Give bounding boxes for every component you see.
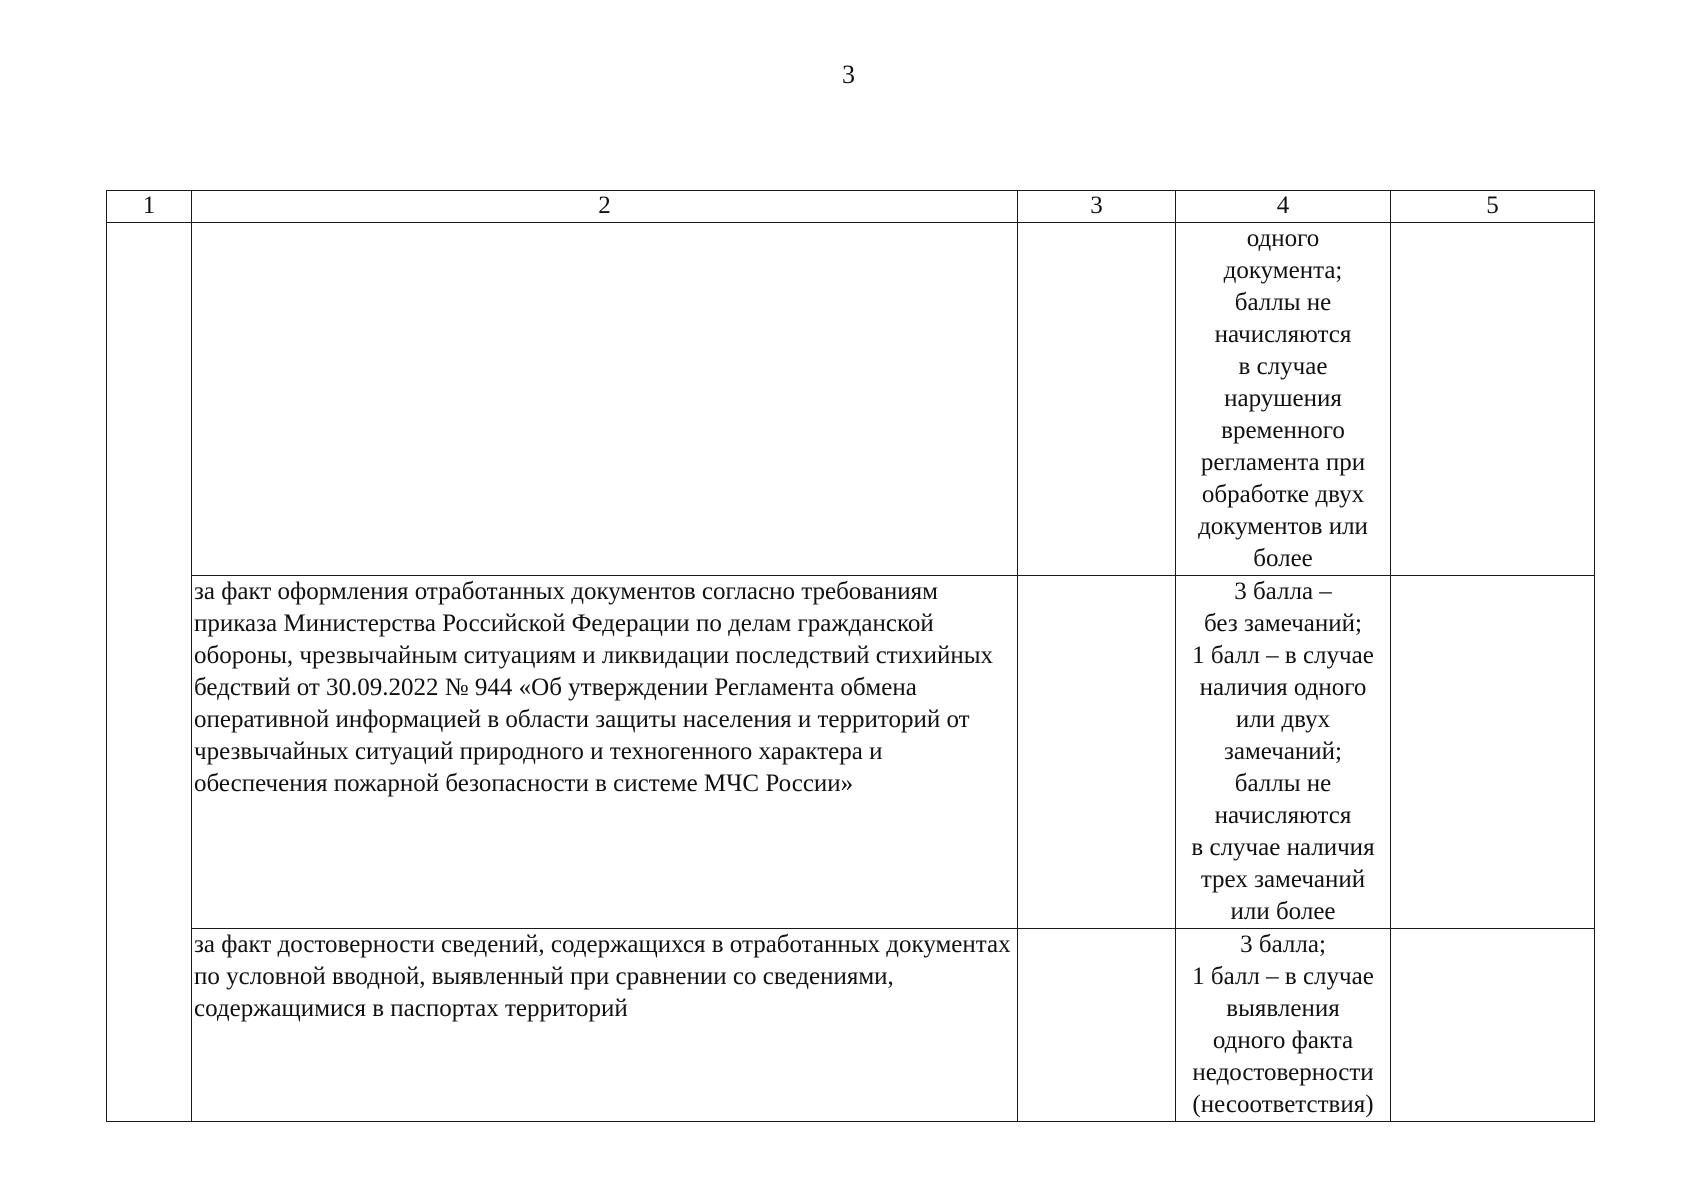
page-number: 3 xyxy=(842,60,855,89)
criterion-cell: за факт достоверности сведений, содержащихся в отработанных документах по условной вводной, выявленный при сравнении со сведениями, содержащимися в паспортах территорий xyxy=(192,929,1018,1122)
table-header-row xyxy=(107,191,1595,223)
header-cell-2: 2 xyxy=(192,191,1018,223)
header-cell-5: 5 xyxy=(1391,191,1595,223)
table-row xyxy=(107,576,1595,929)
column-5-cell xyxy=(1391,223,1595,576)
column-3-cell xyxy=(1018,929,1176,1122)
header-cell-4: 4 xyxy=(1176,191,1391,223)
score-cell: одного документа; баллы не начисляются в случае нарушения временного регламента при обработке двух документов или более xyxy=(1176,223,1391,576)
score-cell: 3 балла – без замечаний; 1 балл – в случае наличия одного или двух замечаний; баллы не начисляются в случае наличия трех замечаний или более xyxy=(1176,576,1391,929)
column-3-cell xyxy=(1018,223,1176,576)
number-cell xyxy=(107,223,192,1122)
criterion-cell: за факт оформления отработанных документов согласно требованиям приказа Министерства Российской Федерации по делам гражданской обороны, чрезвычайным ситуациям и ликвидации последствий стихийных бедствий от 30.09.2022 № 944 «Об утверждении Регламента обмена оперативной информацией в области защиты населения и территорий от чрезвычайных ситуаций природного и техногенного характера и обеспечения пожарной безопасности в системе МЧС России» xyxy=(192,576,1018,929)
score-cell: 3 балла; 1 балл – в случае выявления одного факта недостоверности (несоответствия) xyxy=(1176,929,1391,1122)
table-row xyxy=(107,223,1595,576)
column-5-cell xyxy=(1391,929,1595,1122)
criterion-cell xyxy=(192,223,1018,576)
table-row xyxy=(107,929,1595,1122)
header-cell-3: 3 xyxy=(1018,191,1176,223)
column-5-cell xyxy=(1391,576,1595,929)
score-table xyxy=(106,190,1595,1122)
column-3-cell xyxy=(1018,576,1176,929)
header-cell-1: 1 xyxy=(107,191,192,223)
